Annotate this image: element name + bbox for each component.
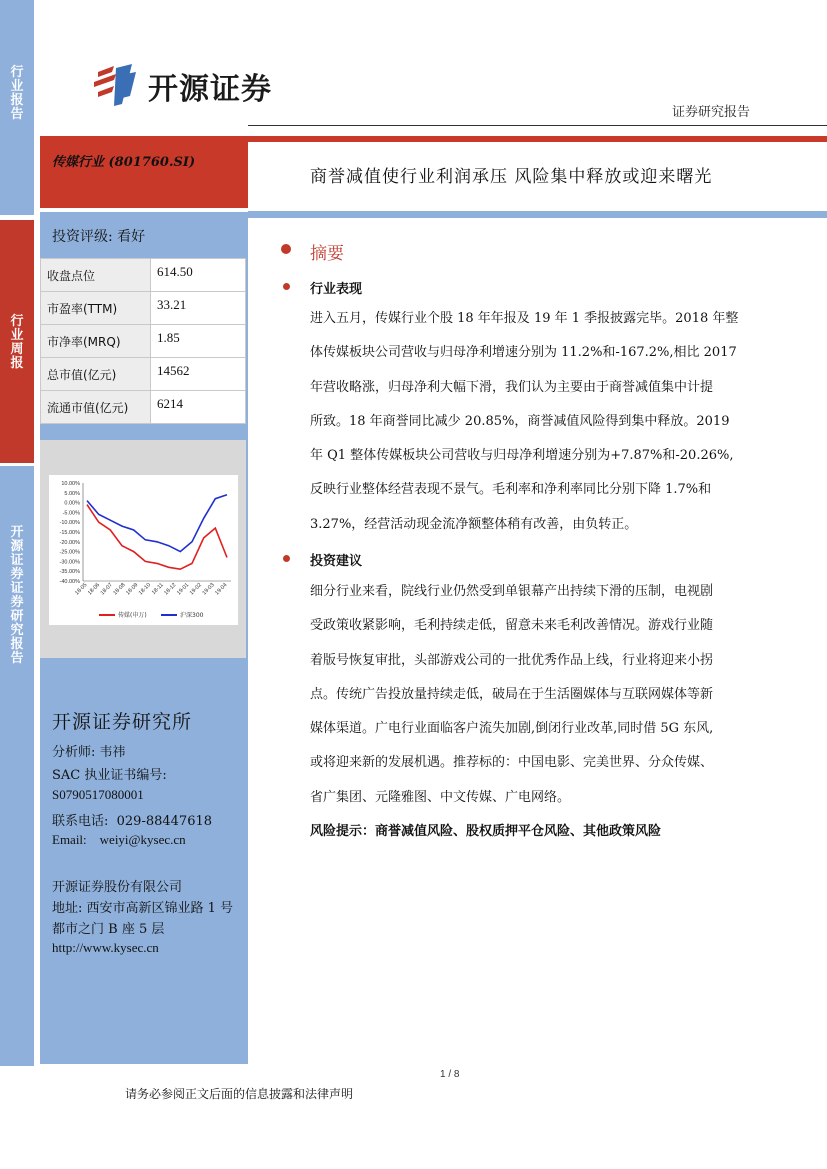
paragraph-line: 进入五月，传媒行业个股 18 年年报及 19 年 1 季报披露完毕。2018 年整 bbox=[310, 311, 739, 326]
tab-research-char: 证 bbox=[10, 553, 24, 568]
x-tick-label: 18-12 bbox=[163, 582, 178, 597]
industry-code: 传媒行业 (801760.SI) bbox=[52, 155, 196, 170]
paragraph-line: 受政策收紧影响，毛利持续走低，留意未来毛利改善情况。游戏行业随 bbox=[310, 618, 714, 634]
x-tick-label: 18-09 bbox=[125, 582, 140, 597]
table-key: 收盘点位 bbox=[41, 259, 151, 292]
tab-research-char: 券 bbox=[10, 567, 24, 582]
risk-warning: 风险提示：商誉减值风险、股权质押平仓风险、其他政策风险 bbox=[310, 824, 662, 839]
page-number: 1 / 8 bbox=[440, 1069, 460, 1080]
tab-research-char: 报 bbox=[10, 637, 24, 652]
table-key: 市净率(MRQ) bbox=[41, 325, 151, 358]
paragraph-line: 着版号恢复审批，头部游戏公司的一批优秀作品上线，行业将迎来小拐 bbox=[310, 652, 714, 668]
investment-rating: 投资评级: 看好 bbox=[52, 229, 146, 245]
tab-research-char: 告 bbox=[10, 651, 24, 666]
performance-paragraph bbox=[310, 302, 765, 542]
tab-research-char: 券 bbox=[10, 595, 24, 610]
x-tick-label: 18-06 bbox=[86, 582, 102, 597]
title-bottom-rule bbox=[248, 211, 827, 218]
series-line-1 bbox=[87, 495, 227, 552]
sidebar-tab-research bbox=[0, 466, 34, 1066]
table-key: 流通市值(亿元) bbox=[41, 391, 151, 424]
table-value: 14562 bbox=[151, 358, 246, 391]
x-tick-label: 19-01 bbox=[176, 582, 191, 597]
table-row bbox=[41, 259, 246, 292]
paragraph-line: 3.27%，经营活动现金流净额整体稍有改善，由负转正。 bbox=[310, 516, 638, 532]
paragraph-line: 省广集团、元隆雅图、中文传媒、广电网络。 bbox=[310, 789, 571, 805]
tab-industry-report-char: 业 bbox=[10, 79, 24, 94]
paragraph-line: 年 Q1 整体传媒板块公司营收与归母净利增速分别为+7.87%和-20.26%, bbox=[310, 448, 734, 464]
company-name: 开源证券股份有限公司 bbox=[52, 880, 183, 895]
paragraph-line: 所致。18 年商誉同比减少 20.85%，商誉减值风险得到集中释放。2019 bbox=[310, 413, 730, 429]
tab-research-char: 研 bbox=[10, 609, 24, 624]
website-link[interactable]: http://www.kysec.cn bbox=[52, 940, 159, 955]
y-tick-label: -15.00% bbox=[59, 530, 80, 536]
address-line-1: 地址: 西安市高新区锦业路 1 号 bbox=[52, 901, 234, 916]
section-title-advice: 投资建议 bbox=[310, 554, 363, 569]
summary-heading: 摘要 bbox=[310, 244, 344, 264]
analyst-name: 分析师: 韦祎 bbox=[52, 745, 126, 760]
phone: 联系电话: 029-88447618 bbox=[52, 814, 213, 829]
paragraph-line: 反映行业整体经营表现不景气。毛利率和净利率同比分别下降 1.7%和 bbox=[310, 482, 712, 498]
table-value: 33.21 bbox=[151, 292, 246, 325]
y-tick-label: -35.00% bbox=[59, 569, 80, 576]
tab-weekly-char: 报 bbox=[10, 356, 24, 371]
paragraph-line: 细分行业来看，院线行业仍然受到单银幕产出持续下滑的压制，电视剧 bbox=[310, 584, 714, 599]
tab-research-char: 证 bbox=[10, 581, 24, 596]
summary-bullet-icon bbox=[281, 244, 291, 254]
tab-weekly-char: 业 bbox=[10, 328, 24, 343]
header-divider bbox=[248, 125, 827, 126]
y-tick-label: -40.00% bbox=[59, 579, 80, 585]
x-tick-label: 19-02 bbox=[188, 582, 203, 597]
tab-research-char: 究 bbox=[10, 623, 24, 638]
sac-label: SAC 执业证书编号: bbox=[52, 768, 167, 783]
y-tick-label: 5.00% bbox=[64, 490, 80, 497]
table-key: 市盈率(TTM) bbox=[41, 292, 151, 325]
sidebar-tab-weekly bbox=[0, 220, 34, 463]
industry-banner bbox=[40, 136, 248, 208]
sidebar-tab-industry-report bbox=[0, 0, 34, 215]
table-key: 总市值(亿元) bbox=[41, 358, 151, 391]
report-title: 商誉减值使行业利润承压 风险集中释放或迎来曙光 bbox=[310, 167, 713, 187]
x-tick-label: 18-10 bbox=[137, 582, 153, 597]
table-row bbox=[41, 391, 246, 424]
legend-label: 沪深300 bbox=[180, 612, 204, 619]
table-value: 1.85 bbox=[151, 325, 246, 358]
y-tick-label: 0.00% bbox=[64, 500, 80, 507]
paragraph-line: 点。传统广告投放量持续走低，破局在于生活圈媒体与互联网媒体等新 bbox=[310, 686, 714, 702]
paragraph-line: 体传媒板块公司营收与归母净利增速分别为 11.2%和-167.2%,相比 2017 bbox=[310, 345, 737, 361]
legend-label: 传媒(申万) bbox=[118, 612, 147, 619]
x-tick-label: 18-05 bbox=[74, 582, 89, 597]
email: Email: weiyi@kysec.cn bbox=[52, 832, 186, 847]
y-tick-label: -10.00% bbox=[59, 520, 80, 527]
tab-research-char: 源 bbox=[10, 539, 24, 554]
table-row bbox=[41, 325, 246, 358]
y-tick-label: 10.00% bbox=[61, 481, 80, 487]
tab-research-char: 开 bbox=[10, 525, 24, 540]
x-tick-label: 18-07 bbox=[99, 582, 114, 597]
tab-weekly-char: 行 bbox=[10, 314, 24, 329]
market-data-table bbox=[40, 258, 246, 424]
section-bullet-icon bbox=[283, 555, 290, 562]
tab-industry-report-char: 行 bbox=[10, 65, 24, 80]
table-value: 614.50 bbox=[151, 259, 246, 292]
document-type: 证券研究报告 bbox=[672, 105, 751, 120]
section-title-performance: 行业表现 bbox=[310, 282, 363, 297]
tab-industry-report-char: 报 bbox=[10, 93, 24, 108]
y-tick-label: -20.00% bbox=[59, 539, 80, 546]
paragraph-line: 或将迎来新的发展机遇。推荐标的：中国电影、完美世界、分众传媒、 bbox=[310, 755, 714, 771]
sac-number: S0790517080001 bbox=[52, 787, 144, 802]
paragraph-line: 媒体渠道。广电行业面临客户流失加剧,倒闭行业改革,同时借 5G 东风, bbox=[310, 721, 714, 737]
tab-weekly-char: 周 bbox=[10, 342, 24, 357]
logo-text: 开源证券 bbox=[148, 72, 272, 107]
table-row bbox=[41, 292, 246, 325]
title-top-rule bbox=[248, 136, 827, 142]
x-tick-label: 19-03 bbox=[201, 582, 216, 597]
paragraph-line: 年营收略涨，归母净利大幅下滑，我们认为主要由于商誉减值集中计提 bbox=[310, 379, 714, 395]
advice-paragraph bbox=[310, 575, 765, 815]
tab-industry-report-char: 告 bbox=[10, 107, 24, 122]
table-value: 6214 bbox=[151, 391, 246, 424]
section-bullet-icon bbox=[283, 283, 290, 290]
logo-icon bbox=[92, 64, 140, 110]
performance-chart bbox=[49, 475, 238, 625]
disclaimer: 请务必参阅正文后面的信息披露和法律声明 bbox=[125, 1087, 354, 1101]
x-tick-label: 19-04 bbox=[214, 582, 229, 597]
y-tick-label: -25.00% bbox=[59, 549, 80, 556]
y-tick-label: -5.00% bbox=[62, 510, 80, 517]
address-line-2: 都市之门 B 座 5 层 bbox=[52, 922, 165, 937]
table-row bbox=[41, 358, 246, 391]
y-tick-label: -30.00% bbox=[59, 559, 80, 566]
research-institute-name: 开源证券研究所 bbox=[52, 711, 193, 733]
x-tick-label: 18-11 bbox=[150, 582, 165, 597]
x-tick-label: 18-08 bbox=[112, 582, 127, 597]
